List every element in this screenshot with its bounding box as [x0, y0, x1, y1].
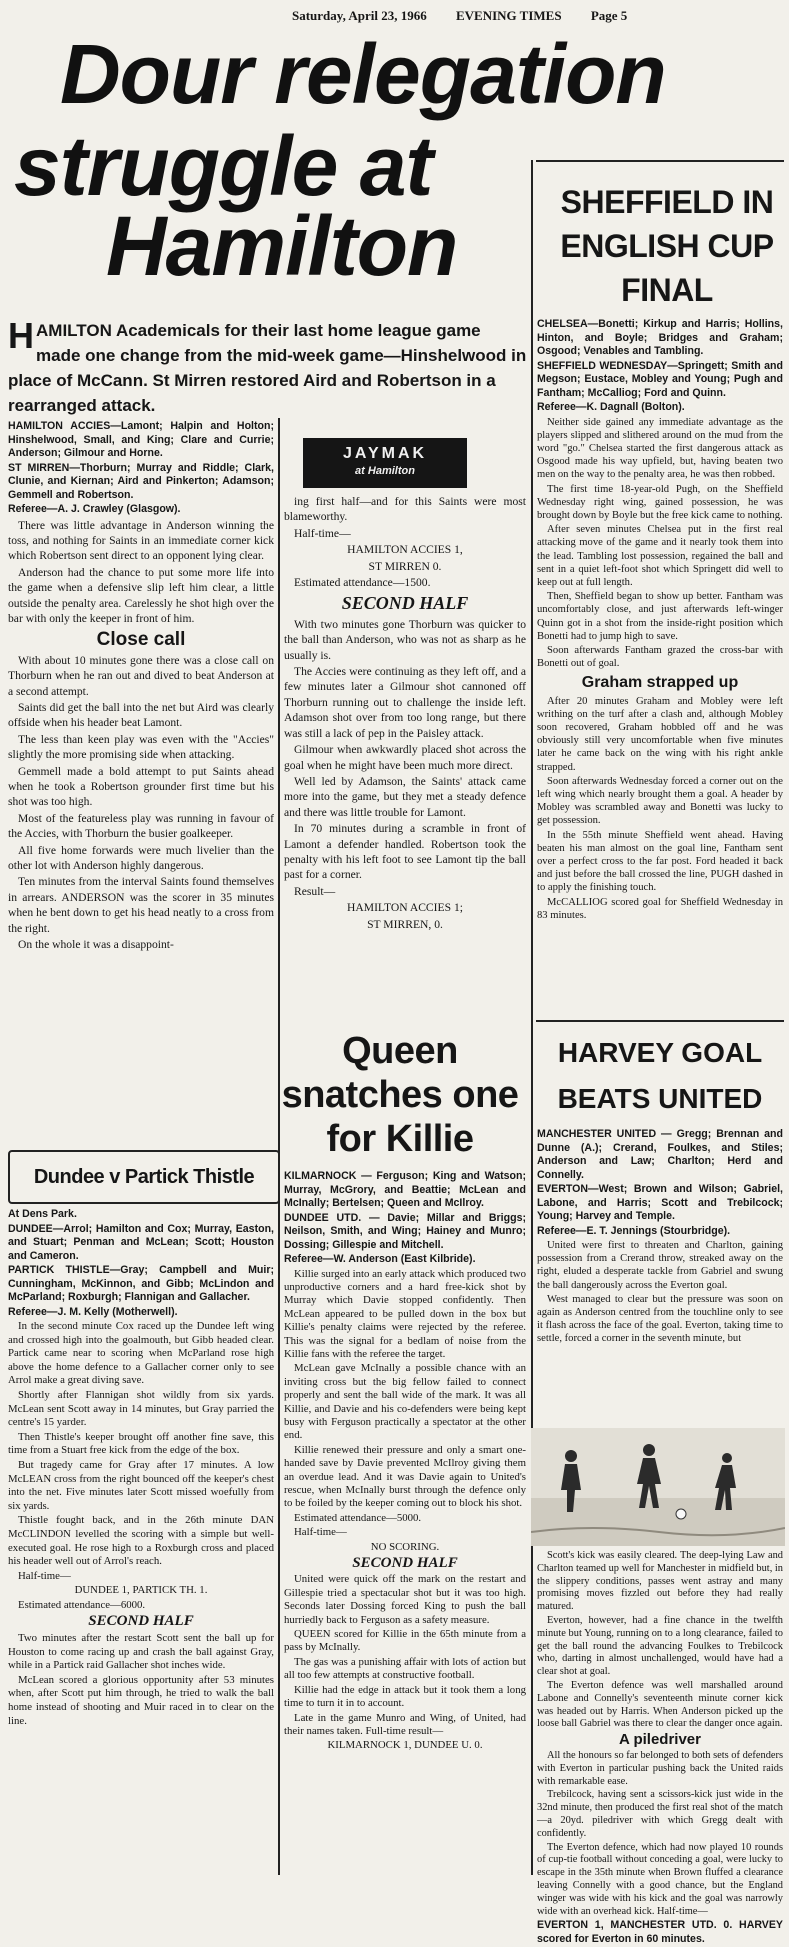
- subhead-second-half: SECOND HALF: [341, 593, 469, 614]
- article-paragraph: West managed to clear but the pressure was soon on again as Anderson centred from the touchline only to see it flash across the face of the goal. Everton, taking time to settle, forced a corner in the seventh minute, but: [537, 1293, 783, 1345]
- article-paragraph: United were first to threaten and Charlton, gaining possession from a Crerand throw, streaked away on the right, eluded a desperate tackle from Gabriel and swung the ball dangerously across the Everton goal.: [537, 1240, 783, 1291]
- intro-dropcap: H: [8, 315, 34, 356]
- queen-headline: Queen snatches one for Killie: [281, 1030, 519, 1160]
- result-score: EVERTON 1, MANCHESTER UTD. 0. HARVEY scored for Everton in 60 minutes.: [537, 1919, 783, 1945]
- halftime-label: Half-time—: [18, 1569, 71, 1582]
- article-paragraph: ing first half—and for this Saints were most blameworthy.: [284, 495, 526, 524]
- article-paragraph: Late in the game Munro and Wing, of United, had their names taken. Full-time result—: [284, 1711, 526, 1737]
- killie-column: [284, 1170, 526, 1754]
- result-score: ST MIRREN, 0.: [367, 917, 443, 931]
- article-paragraph: After seven minutes Chelsea put in the first real attacking move of the game and it nearly took them into the lead. Tambling lost possession, regained the ball and sent in a quiet left-foot shot which Springett did well to keep out at full length.: [537, 524, 783, 588]
- column-rule: [531, 160, 533, 1875]
- article-paragraph: Then, Sheffield began to show up better. Fantham was uncomfortably close, and just afterwards left-winger Quinn got in a shot from the inside-right position which Bonetti had to jump high to save.: [537, 591, 783, 642]
- attendance: Estimated attendance—1500.: [294, 576, 431, 590]
- halftime-score: NO SCORING.: [370, 1540, 440, 1553]
- article-paragraph: McLean scored a glorious opportunity after 53 minutes when, after Scott put him through, he tried to walk the ball home instead of shooting and Muir raced in to clear on the line.: [8, 1673, 274, 1727]
- sheffield-headline: SHEFFIELD IN ENGLISH CUP FINAL: [560, 184, 774, 308]
- subhead-graham: Graham strapped up: [581, 674, 739, 692]
- referee-sheffield: Referee—K. Dagnall (Bolton).: [537, 401, 685, 413]
- article-paragraph: In the 55th minute Sheffield went ahead. Having beaten his man almost on the goal line, Fantham sent over a perfect cross to the far post. Ford headed it back and just before the ball crossed the line, PUGH dashed in to apply the finishing touch.: [537, 829, 783, 894]
- halftime-label: Half-time—: [294, 1526, 347, 1539]
- referee-dundee: Referee—J. M. Kelly (Motherwell).: [8, 1305, 178, 1318]
- byline-box: [303, 438, 467, 488]
- referee-hamilton: Referee—A. J. Crawley (Glasgow).: [8, 503, 181, 515]
- dateline: [292, 8, 772, 24]
- article-paragraph: But tragedy came for Gray after 17 minutes. A low McLEAN cross from the right bounced off the keeper's chest into the net. Five minutes later Scott missed woefully from six yards.: [8, 1458, 274, 1512]
- article-paragraph: All the honours so far belonged to both sets of defenders with Everton in particular pushing back the United raids with remarkable ease.: [537, 1749, 783, 1787]
- article-paragraph: With two minutes gone Thorburn was quicker to the ball than Anderson, who was not as sharp as he usually is.: [284, 617, 526, 662]
- byline-name: JAYMAK: [342, 445, 428, 462]
- article-paragraph: Everton, however, had a fine chance in the twelfth minute but Young, running on to a long clearance, failed to get the ball round the advancing Foulkes to Trebilcock who, darting in almost unchallenged, would have had a clear shot at goal.: [537, 1614, 783, 1678]
- dundee-column: [8, 1208, 274, 1729]
- section-rule: [536, 1020, 784, 1022]
- article-paragraph: The gas was a punishing affair with lots of action but all too few attempts at constructive football.: [284, 1655, 526, 1682]
- harvey-column-bottom: [537, 1550, 783, 1947]
- match-photo: [531, 1428, 785, 1546]
- article-paragraph: Neither side gained any immediate advantage as the players slipped and slithered around on the mud from the word "go." Chelsea started the first dangerous attack as Osgood made his way upfield, but, having beaten two men on the way to the penalty area, he was then robbed.: [537, 416, 783, 481]
- result-label: Result—: [294, 884, 336, 898]
- article-paragraph: Anderson had the chance to put some more life into the game when a defensive slip left him clear, a little outside the penalty area. Carelessly he shot high over the bar with only the keeper in front of him.: [8, 565, 274, 625]
- harvey-column-top: [537, 1128, 783, 1347]
- article-paragraph: Thistle fought back, and in the 26th minute DAN McCLINDON levelled the scoring with a simple but well-executed goal. He rose high to a Roxburgh cross and placed his header well out of Arrol's reach.: [8, 1514, 274, 1568]
- main-headline-line3: Hamilton: [106, 199, 458, 293]
- article-paragraph: United were quick off the mark on the restart and Gillespie tried a spectacular shot but it was too high. Seconds later Dossing forced King to push the ball hurriedly back to Ferguson as a safety measure.: [284, 1573, 526, 1626]
- article-paragraph: In 70 minutes during a scramble in front of Lamont a defender handled. Robertson took the penalty with his left foot to see Lamont tip the ball past for a corner.: [284, 822, 526, 882]
- article-paragraph: Killie had the edge in attack but it took them a long time to turn it in to account.: [284, 1683, 526, 1710]
- result-score: KILMARNOCK 1, DUNDEE U. 0.: [327, 1739, 483, 1752]
- halftime-score: HAMILTON ACCIES 1,: [347, 543, 463, 557]
- article-paragraph: The Everton defence, which had now played 10 rounds of cup-tie football without conceding a goal, were lucky to escape in the 35th minute when Brown fluffed a clearance leaving Connelly with a good chance, but the England winger was wide with his kick and the goal was narrowly wide with an overhead kick. Half-time—: [537, 1841, 783, 1917]
- article-paragraph: After 20 minutes Graham and Mobley were left writhing on the turf after a clash and, although Mobley soon recovered, Graham hobbled off and he was obviously still very uncomfortable when five minutes later he came back on the wing with his right ankle strapped.: [537, 695, 783, 773]
- main-headline-line1: Dour relegation: [60, 27, 666, 121]
- sheffield-column: [537, 318, 783, 923]
- hamilton-column-1: [8, 420, 274, 953]
- article-paragraph: Ten minutes from the interval Saints found themselves in arrears. ANDERSON was the scorer in 35 minutes when he bent down to get his head neatly to a cross from the right.: [8, 875, 274, 935]
- article-paragraph: McLean gave McInally a possible chance with an inviting cross but the big fellow failed to connect properly and sent the ball wide of the mark. It was all Killie, and Davie and his co-defenders were being kept busy with Ferguson practically a spectator at the other end.: [284, 1362, 526, 1442]
- article-paragraph: The less than keen play was even with the "Accies" slightly the more promising side when attacking.: [8, 732, 274, 762]
- main-headline-line2: struggle at: [14, 119, 433, 213]
- article-paragraph: With about 10 minutes gone there was a close call on Thorburn when he ran out and dived to beat Anderson at a second attempt.: [8, 653, 274, 698]
- team-dundee-utd: DUNDEE UTD. — Davie; Millar and Briggs; Neilson, Smith, and Wing; Hainey and Munro; Dossing; Gillespie and Mitchell.: [284, 1211, 526, 1251]
- team-chelsea: CHELSEA—Bonetti; Kirkup and Harris; Hollins, Hinton, and Boyle; Bridges and Graham; Osgood; Venables and Tambling.: [537, 318, 783, 357]
- referee-killie: Referee—W. Anderson (East Kilbride).: [284, 1253, 476, 1265]
- subhead-second-half: SECOND HALF: [88, 1613, 194, 1630]
- dundee-headline: Dundee v Partick Thistle: [8, 1150, 280, 1204]
- team-manchester-united: MANCHESTER UNITED — Gregg; Brennan and Dunne (A.); Crerand, Foulkes, and Stiles; Anderson and Law; Charlton; Herd and Connelly.: [537, 1128, 783, 1181]
- article-paragraph: The first time 18-year-old Pugh, on the Sheffield Wednesday right wing, gained possession, he was brought down by Boyle but the free kick came to nothing.: [537, 483, 783, 521]
- team-dundee: DUNDEE—Arrol; Hamilton and Cox; Murray, Easton, and Stuart; Penman and McLean; Scott; Houston and Cameron.: [8, 1222, 274, 1262]
- article-paragraph: Soon afterwards Wednesday forced a corner out on the left wing which nearly brought them a goal. A header by Mobley was scrambled away and Bonetti was lucky to get possession.: [537, 775, 783, 827]
- attendance: Estimated attendance—6000.: [18, 1598, 146, 1611]
- article-paragraph: QUEEN scored for Killie in the 65th minute from a pass by McInally.: [284, 1628, 526, 1654]
- team-stmirren: ST MIRREN—Thorburn; Murray and Riddle; Clark, Clunie, and Kiernan; Aird and Pinkerton; Adamson; Gemmell and Robertson.: [8, 461, 274, 501]
- team-kilmarnock: KILMARNOCK — Ferguson; King and Watson; Murray, McGrory, and Beattie; McLean and McInally; Bertelsen; Queen and McIlroy.: [284, 1170, 526, 1209]
- subhead-second-half: SECOND HALF: [352, 1555, 458, 1572]
- article-paragraph: Saints did get the ball into the net but Aird was clearly offside when his header beat Lamont.: [8, 700, 274, 730]
- article-paragraph: Soon afterwards Fantham grazed the cross-bar with Bonetti out of goal.: [537, 644, 783, 670]
- team-partick: PARTICK THISTLE—Gray; Campbell and Muir; Cunningham, McKinnon, and Gibb; McLindon and McParland; Roxburgh; Flannigan and Gallacher.: [8, 1264, 274, 1303]
- dateline-date: Saturday, April 23, 1966: [292, 8, 427, 23]
- article-paragraph: Then Thistle's keeper brought off another fine save, this time from a Stuart free kick from the edge of the box.: [8, 1430, 274, 1457]
- dateline-paper: EVENING TIMES: [455, 8, 562, 23]
- article-paragraph: The Accies were continuing as they left off, and a few minutes later a Gilmour shot cannoned off Thorburn running out to challenge the inside left. Adamson shot over from too long range, but there was still a lack of pep in the Paisley attack.: [284, 665, 526, 740]
- article-paragraph: Shortly after Flannigan shot wildly from six yards. McLean sent Scott away in 14 minutes, but Gray parried the centre's 15 yarder.: [8, 1388, 274, 1429]
- halftime-score: DUNDEE 1, PARTICK TH. 1.: [74, 1584, 208, 1597]
- team-everton: EVERTON—West; Brown and Wilson; Gabriel, Labone, and Harris; Scott and Trebilcock; Young; Harvey and Temple.: [537, 1183, 783, 1222]
- halftime-score: ST MIRREN 0.: [368, 559, 442, 573]
- attendance: Estimated attendance—5000.: [294, 1511, 422, 1524]
- article-paragraph: On the whole it was a disappoint-: [18, 938, 174, 952]
- venue: At Dens Park.: [8, 1208, 77, 1220]
- dateline-page: Page 5: [590, 8, 628, 23]
- article-paragraph: The Everton defence was well marshalled around Labone and Connelly's seventeenth minute corner kick was headed out by Harris. When Anderson picked up the loose ball Gabriel was there to clear the danger once again.: [537, 1679, 783, 1730]
- article-paragraph: Trebilcock, having sent a scissors-kick just wide in the 32nd minute, then produced the first real shot of the match—a 20yd. piledriver with which Gregg dealt with confidently.: [537, 1789, 783, 1839]
- subhead-close-call: Close call: [96, 629, 186, 651]
- article-paragraph: Two minutes after the restart Scott sent the ball up for Houston to come racing up and crash the ball against Gray, while in a Partick raid Gallacher shot inches wide.: [8, 1632, 274, 1672]
- section-rule: [536, 160, 784, 162]
- referee-harvey: Referee—E. T. Jennings (Stourbridge).: [537, 1224, 731, 1237]
- subhead-piledriver: A piledriver: [619, 1731, 701, 1749]
- byline-place: at Hamilton: [355, 465, 415, 477]
- article-paragraph: Well led by Adamson, the Saints' attack came more into the game, but they met a steady defence and there was little trouble for Lamont.: [284, 774, 526, 819]
- halftime-label: Half-time—: [294, 526, 351, 540]
- article-paragraph: Killie renewed their pressure and only a smart one-handed save by Davie prevented McIlroy giving them an overdue lead. And it was Davie again to United's rescue, when McInally burst through the defence only to be foiled by the keeper coming out to block his shot.: [284, 1443, 526, 1510]
- article-paragraph: Most of the featureless play was running in favour of the Accies, with Thorburn the busier goalkeeper.: [8, 811, 274, 841]
- article-paragraph: Gilmour when awkwardly placed shot across the goal when he might have been much more direct.: [284, 743, 526, 772]
- result-score: HAMILTON ACCIES 1;: [347, 901, 463, 915]
- article-paragraph: All five home forwards were much livelier than the other lot with Anderson highly dangerous.: [8, 843, 274, 873]
- article-paragraph: McCALLIOG scored goal for Sheffield Wednesday in 83 minutes.: [537, 896, 783, 921]
- article-paragraph: Killie surged into an early attack which produced two unproductive corners and a hard free-kick shot by Murray which Davie stopped confidently. Then McLean appeared to be pulled down in the box but Killie's penalty claims were rejected by the referee. This was the signal for a bedlam of noise from the Killie fans with the referee the target.: [284, 1267, 526, 1360]
- team-hamilton: HAMILTON ACCIES—Lamont; Halpin and Holton; Hinshelwood, Small, and King; Clare and Currie; Anderson; Gilmour and Horne.: [8, 420, 274, 459]
- harvey-headline: HARVEY GOAL BEATS UNITED: [557, 1037, 763, 1114]
- intro-text: AMILTON Academicals for their last home league game made one change from the mid-week game—Hinshelwood in place of McCann. St Mirren restored Aird and Robertson in a rearranged attack.: [8, 321, 527, 415]
- article-paragraph: In the second minute Cox raced up the Dundee left wing and crossed high into the goalmouth, but Gibb headed clear. Partick came near to scoring when McParland rose high above the home defence to a Gallacher corner only to see Arrol make a great diving save.: [8, 1320, 274, 1387]
- hamilton-column-2: [284, 494, 526, 933]
- team-sheffield-wednesday: SHEFFIELD WEDNESDAY—Springett; Smith and Megson; Eustace, Mobley and Young; Pugh and Fantham; McCalliog; Ford and Quinn.: [537, 359, 783, 399]
- match-photo-sketch: [531, 1428, 785, 1546]
- main-intro: [8, 315, 528, 418]
- article-paragraph: Scott's kick was easily cleared. The deep-lying Law and Charlton teamed up well for Manchester in midfield but, in the slippery conditions, passes went astray and many promising moves fizzled out before they had really matured.: [537, 1550, 783, 1613]
- article-paragraph: There was little advantage in Anderson winning the toss, and nothing for Saints in an immediate corner kick which Robertson sent direct to an opponent lying clear.: [8, 518, 274, 563]
- article-paragraph: Gemmell made a bold attempt to put Saints ahead when he took a Robertson grounder first time but his shot was too high.: [8, 764, 274, 809]
